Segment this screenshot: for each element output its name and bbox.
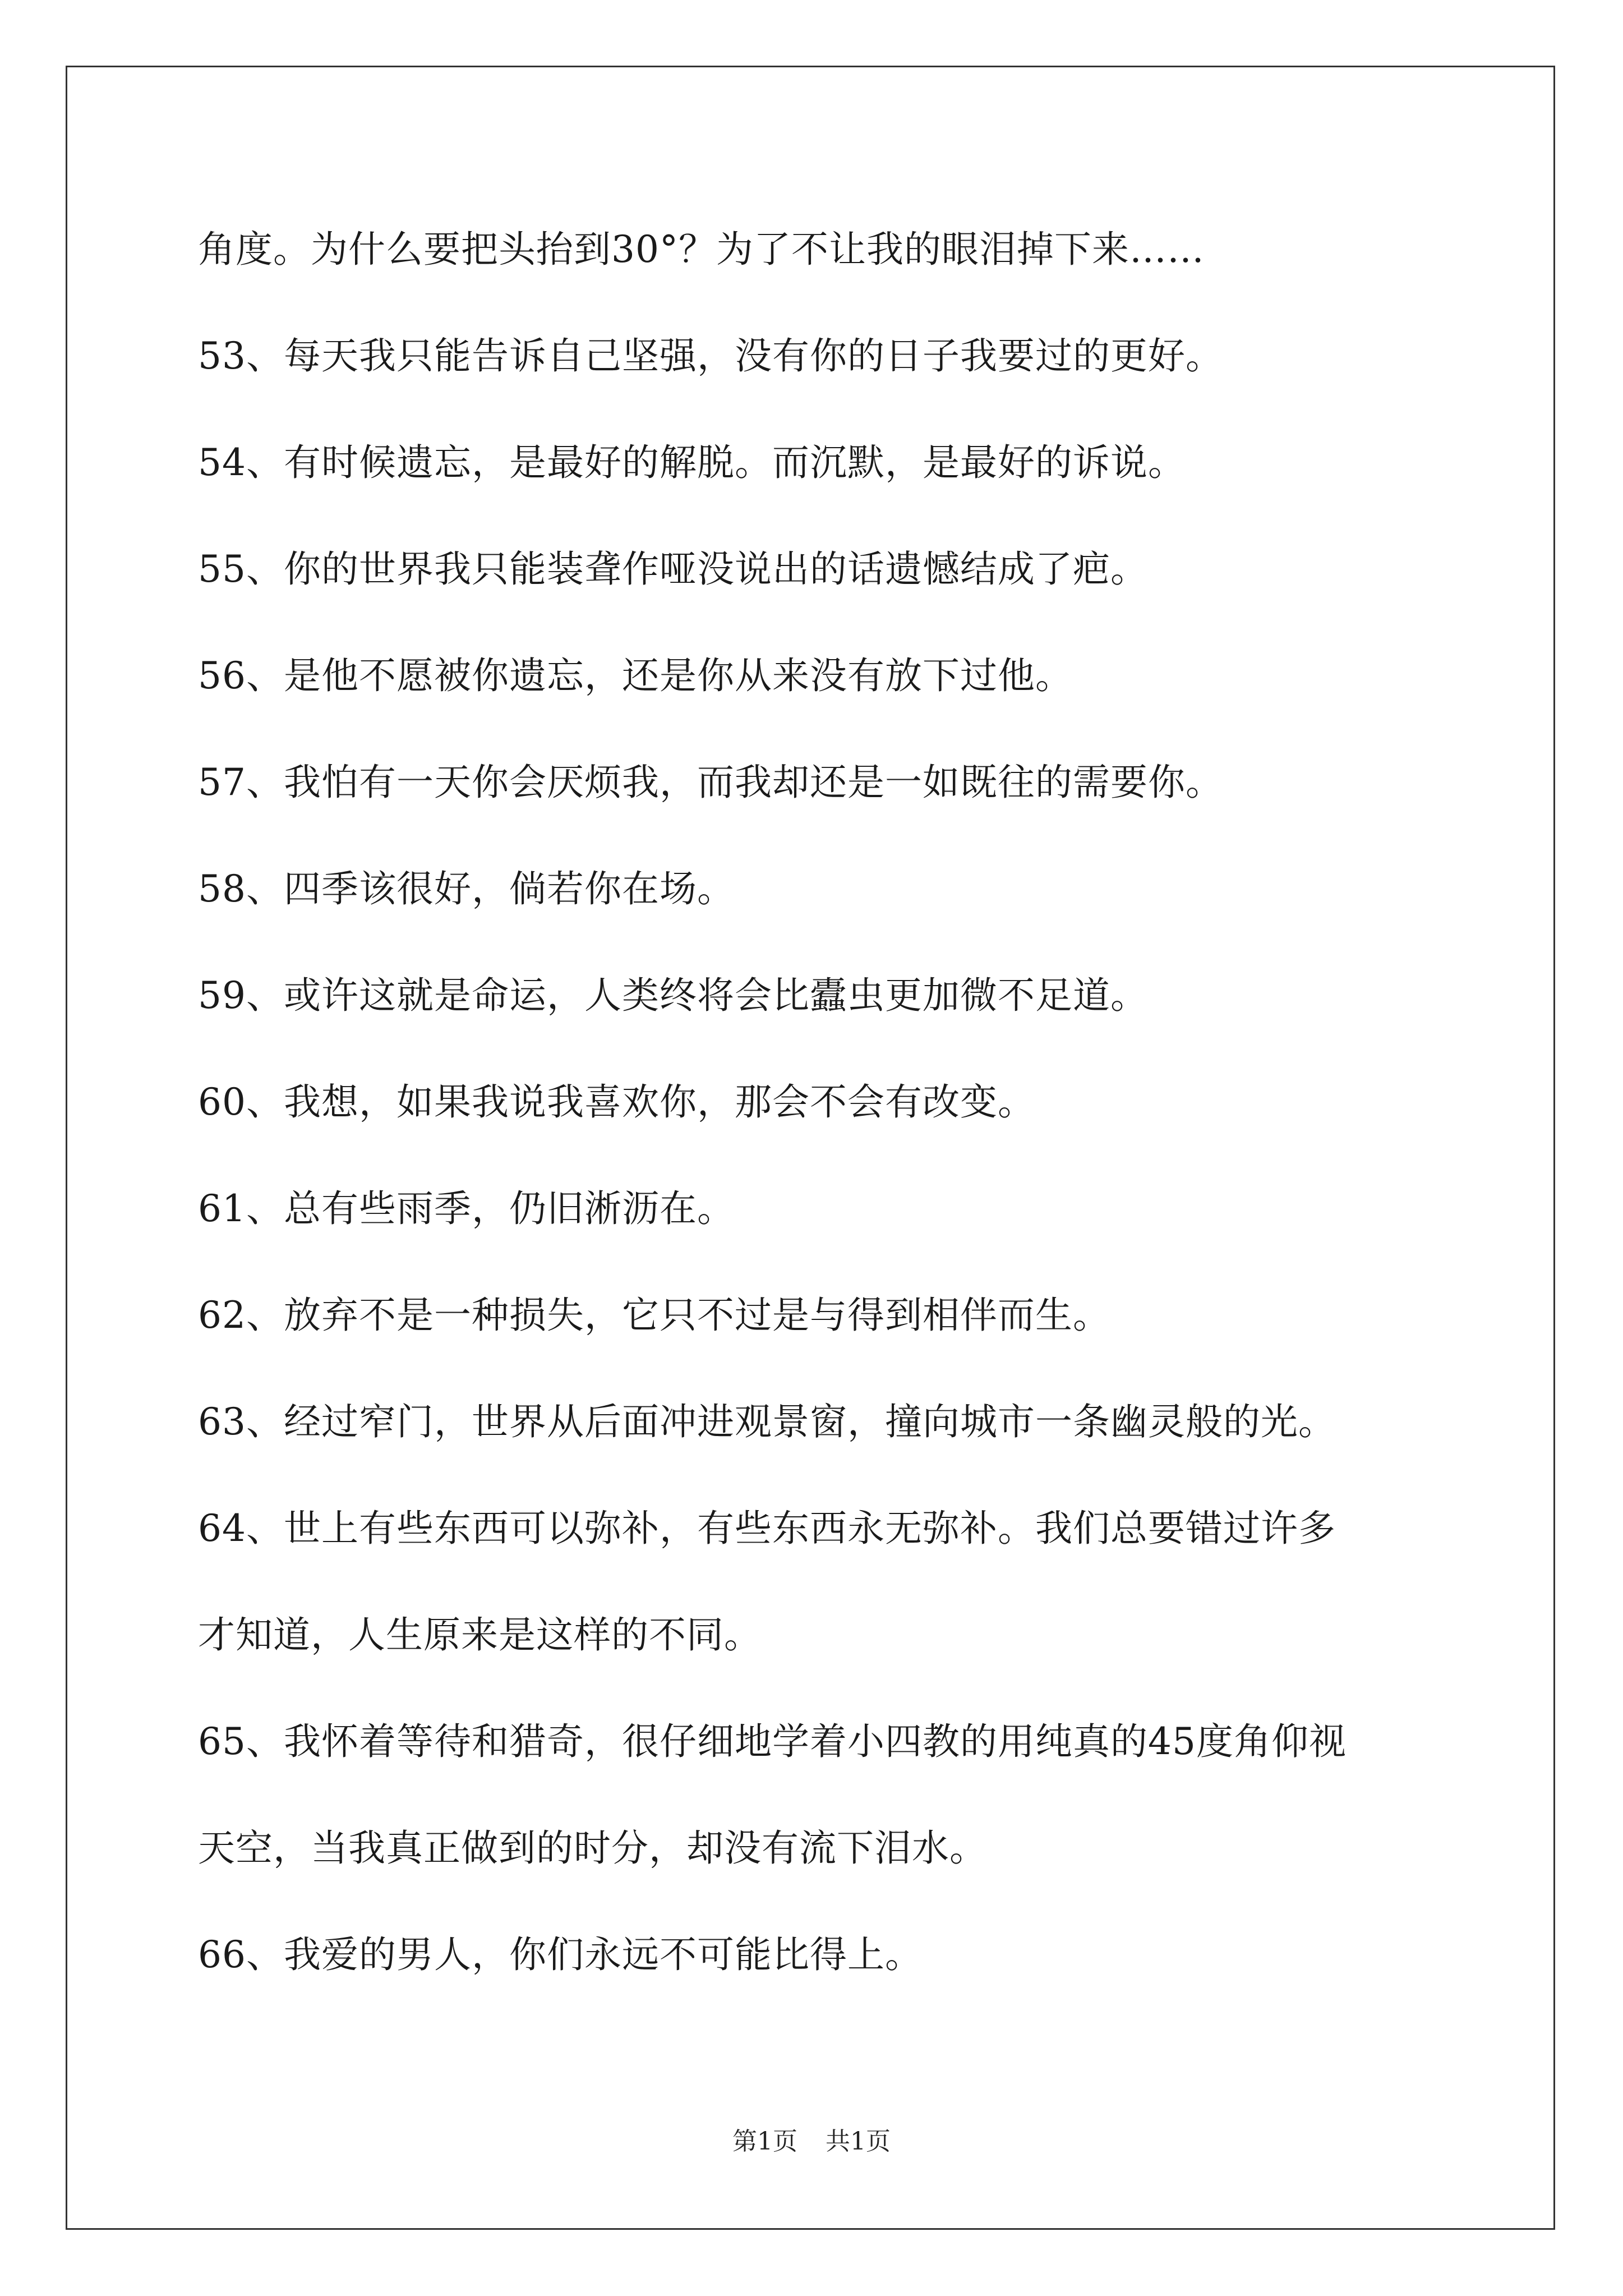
page-number: 第1页 — [732, 2127, 797, 2156]
text-line: 65、我怀着等待和猎奇，很仔细地学着小四教的用纯真的45度角仰视 — [198, 1720, 1347, 1763]
text-line: 57、我怕有一天你会厌烦我，而我却还是一如既往的需要你。 — [198, 761, 1223, 804]
text-line: 才知道，人生原来是这样的不同。 — [198, 1613, 762, 1657]
text-line: 56、是他不愿被你遗忘，还是你从来没有放下过他。 — [198, 654, 1073, 697]
text-line: 66、我爱的男人，你们永远不可能比得上。 — [198, 1933, 923, 1976]
text-line: 62、放弃不是一种损失，它只不过是与得到相伴而生。 — [198, 1294, 1110, 1337]
text-line: 64、世上有些东西可以弥补，有些东西永无弥补。我们总要错过许多 — [198, 1507, 1336, 1550]
text-line: 55、你的世界我只能装聋作哑没说出的话遗憾结成了疤。 — [198, 547, 1148, 591]
text-line: 58、四季该很好，倘若你在场。 — [198, 867, 735, 910]
text-line: 59、或许这就是命运，人类终将会比蠹虫更加微不足道。 — [198, 974, 1148, 1017]
document-body — [198, 224, 1460, 2036]
text-line: 天空，当我真正做到的时分，却没有流下泪水。 — [198, 1826, 987, 1870]
page-total: 共1页 — [826, 2127, 891, 2156]
text-line: 60、我想，如果我说我喜欢你，那会不会有改变。 — [198, 1080, 1035, 1124]
text-line: 63、经过窄门，世界从后面冲进观景窗，撞向城市一条幽灵般的光。 — [198, 1400, 1336, 1443]
text-line: 54、有时候遗忘，是最好的解脱。而沉默，是最好的诉说。 — [198, 441, 1186, 484]
text-line: 53、每天我只能告诉自己坚强，没有你的日子我要过的更好。 — [198, 334, 1223, 378]
text-line: 角度。为什么要把头抬到30°？为了不让我的眼泪掉下来…… — [198, 228, 1205, 271]
text-line: 61、总有些雨季，仍旧淅沥在。 — [198, 1187, 735, 1230]
page-footer — [0, 2125, 1623, 2159]
